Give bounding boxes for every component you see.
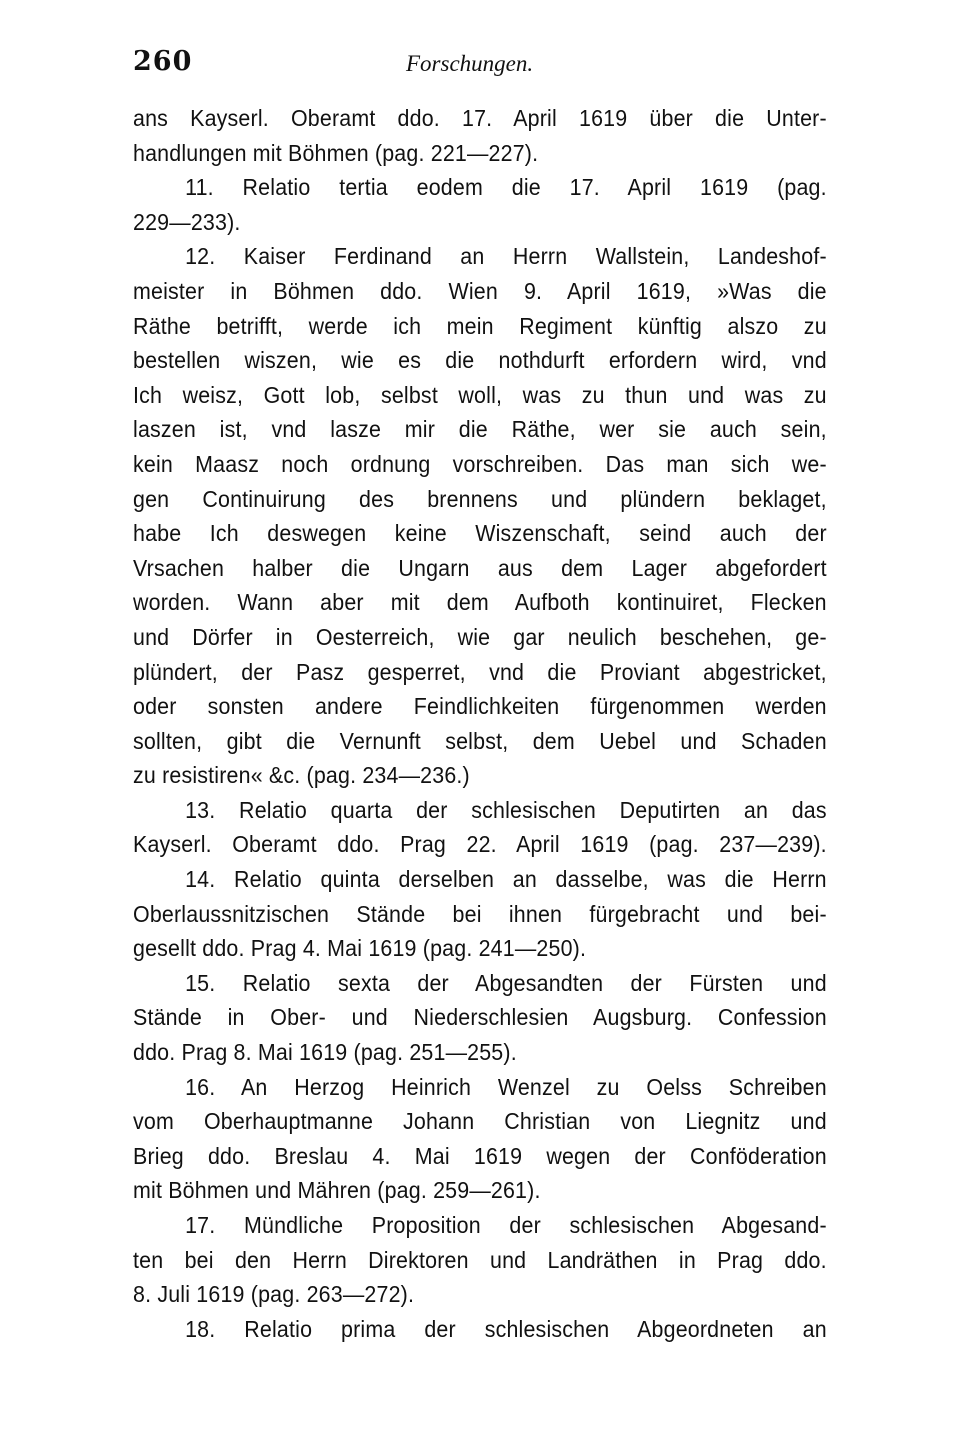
text-line: meister in Böhmen ddo. Wien 9. April 1619, »Was die xyxy=(133,277,827,304)
text-line: Oberlaussnitzischen Stände bei ihnen fürgebracht und bei- xyxy=(133,900,827,927)
text-line: habe Ich deswegen keine Wiszenschaft, seind auch der xyxy=(133,520,827,547)
text-line: kein Maasz noch ordnung vorschreiben. Das man sich we- xyxy=(133,450,827,477)
text-line: 17. Mündliche Proposition der schlesischen Abgesand- xyxy=(185,1212,827,1238)
text-line: Brieg ddo. Breslau 4. Mai 1619 wegen der Conföderation xyxy=(133,1142,827,1169)
text-line: sollten, gibt die Vernunft selbst, dem Uebel und Schaden xyxy=(133,727,827,754)
text-line: 16. An Herzog Heinrich Wenzel zu Oelss Schreiben xyxy=(185,1073,827,1100)
text-line: 229—233). xyxy=(133,208,241,235)
text-line: ddo. Prag 8. Mai 1619 (pag. 251—255). xyxy=(133,1039,517,1066)
text-line: gesellt ddo. Prag 4. Mai 1619 (pag. 241—250). xyxy=(133,935,587,962)
text-line: worden. Wann aber mit dem Aufboth kontinuiret, Flecken xyxy=(133,589,827,616)
body-text xyxy=(133,101,827,1346)
text-line: mit Böhmen und Mähren (pag. 259—261). xyxy=(133,1177,541,1204)
text-line: vom Oberhauptmanne Johann Christian von Liegnitz und xyxy=(133,1108,827,1135)
text-line: 8. Juli 1619 (pag. 263—272). xyxy=(133,1281,415,1308)
text-line: Stände in Ober- und Niederschlesien Augsburg. Confession xyxy=(133,1004,827,1031)
text-line: 11. Relatio tertia eodem die 17. April 1619 (pag. xyxy=(185,174,827,201)
text-line: 18. Relatio prima der schlesischen Abgeordneten an xyxy=(185,1315,827,1342)
running-title: Forschungen. xyxy=(406,51,534,76)
text-line: 14. Relatio quinta derselben an dasselbe, was die Herrn xyxy=(185,866,827,893)
page-header xyxy=(133,44,833,84)
text-line: 15. Relatio sexta der Abgesandten der Fürsten und xyxy=(185,969,827,996)
text-line: gen Continuirung des brennens und plündern beklaget, xyxy=(133,485,827,512)
text-line: handlungen mit Böhmen (pag. 221—227). xyxy=(133,139,539,166)
text-line: ans Kayserl. Oberamt ddo. 17. April 1619 über die Unter- xyxy=(133,105,827,131)
text-line: plündert, der Pasz gesperret, vnd die Proviant abgestricket, xyxy=(133,658,827,685)
text-line: 12. Kaiser Ferdinand an Herrn Wallstein, Landeshof- xyxy=(185,243,827,270)
page-number: 260 xyxy=(133,46,193,77)
text-line: Räthe betrifft, werde ich mein Regiment künftig alszo zu xyxy=(133,312,827,339)
text-line: und Dörfer in Oesterreich, wie gar neulich beschehen, ge- xyxy=(133,623,827,650)
text-line: ten bei den Herrn Direktoren und Landräthen in Prag ddo. xyxy=(133,1246,827,1273)
text-line: Kayserl. Oberamt ddo. Prag 22. April 1619 (pag. 237—239). xyxy=(133,831,827,858)
text-line: 13. Relatio quarta der schlesischen Deputirten an das xyxy=(185,796,827,823)
text-line: laszen ist, vnd lasze mir die Räthe, wer sie auch sein, xyxy=(133,416,827,443)
text-line: Vrsachen halber die Ungarn aus dem Lager abgefordert xyxy=(133,554,827,581)
text-line: bestellen wiszen, wie es die nothdurft erfordern wird, vnd xyxy=(133,347,827,374)
text-line: zu resistiren« &c. (pag. 234—236.) xyxy=(133,762,470,789)
text-line: oder sonsten andere Feindlichkeiten fürgenommen werden xyxy=(133,693,827,720)
text-line: Ich weisz, Gott lob, selbst woll, was zu thun und was zu xyxy=(133,381,827,408)
